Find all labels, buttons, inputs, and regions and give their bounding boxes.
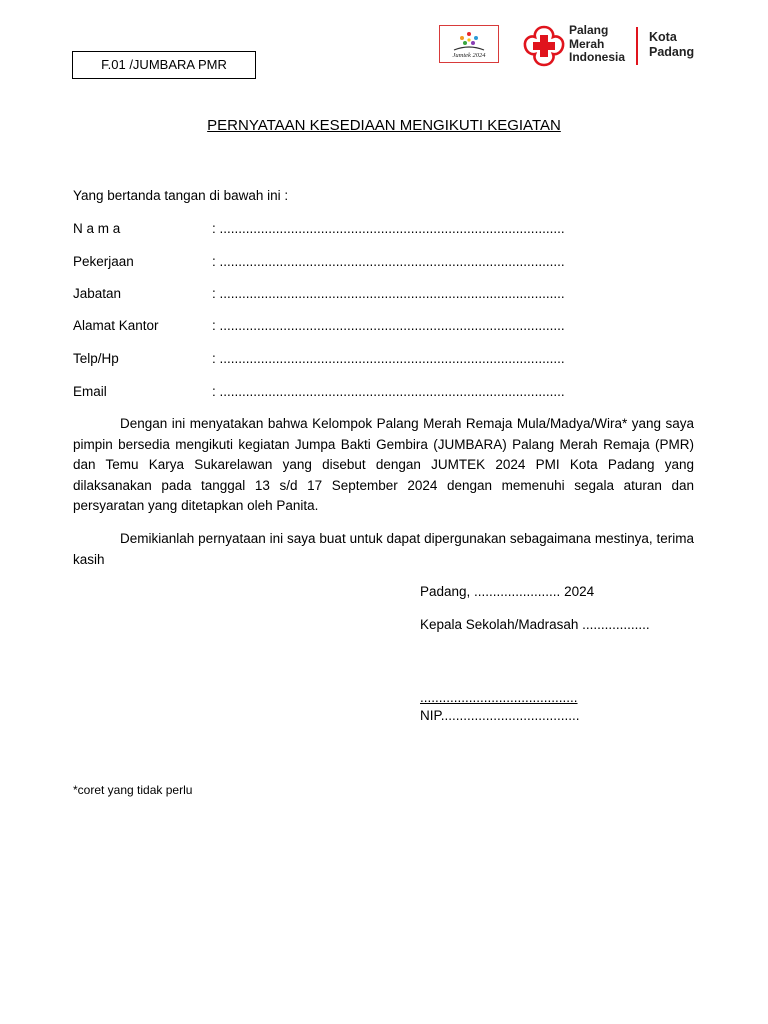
- pmi-divider: [636, 27, 638, 65]
- form-code-box: F.01 /JUMBARA PMR: [72, 51, 256, 79]
- field-value-nama: : ............................................................................................: [212, 221, 565, 236]
- pmi-wordmark: [569, 24, 625, 65]
- field-label-alamat-kantor: Alamat Kantor: [73, 318, 159, 333]
- closing-paragraph: Demikianlah pernyataan ini saya buat untuk dapat dipergunakan sebagaimana mestinya, terima kasih: [73, 531, 694, 567]
- jumtek-logo-text: Jumtek 2024: [452, 52, 486, 59]
- jumtek-emblem-icon: [440, 26, 498, 62]
- field-label-jabatan: Jabatan: [73, 286, 122, 301]
- field-label-nama: N a m a: [73, 221, 121, 236]
- field-value-alamat-kantor: : ............................................................................................: [212, 318, 565, 333]
- document-title: PERNYATAAN KESEDIAAN MENGIKUTI KEGIATAN: [207, 117, 561, 134]
- signature-name-line: ..........................................: [420, 690, 578, 705]
- field-value-email: : ............................................................................................: [212, 384, 565, 399]
- pmi-logo: [522, 24, 722, 68]
- kota-wordmark: [649, 30, 694, 60]
- field-value-pekerjaan: : ............................................................................................: [212, 254, 565, 269]
- field-value-jabatan: : ............................................................................................: [212, 286, 565, 301]
- field-value-telp: : ............................................................................................: [212, 351, 565, 366]
- jumtek-logo: [439, 25, 499, 63]
- field-label-email: Email: [73, 384, 107, 399]
- intro-text: Yang bertanda tangan di bawah ini :: [73, 188, 289, 203]
- pmi-line-1: Palang: [569, 23, 609, 37]
- field-label-pekerjaan: Pekerjaan: [73, 254, 134, 269]
- signature-place-date: Padang, ....................... 2024: [420, 584, 595, 599]
- statement-paragraph: Dengan ini menyatakan bahwa Kelompok Palang Merah Remaja Mula/Madya/Wira* yang saya pimpin bersedia mengikuti kegiatan Jumpa Bakti Gembira (JUMBARA) Palang Merah Remaja (PMR) dan Temu Karya Sukarelawan yang disebut dengan JUMTEK 2024 PMI Kota Padang yang dilaksanakan pada tanggal 13 s/d 17 September 2024 dengan memenuhi segala aturan dan persyaratan yang ditetapkan oleh Panita.: [73, 416, 694, 513]
- pmi-line-3: Indonesia: [569, 50, 626, 64]
- kota-line-2: Padang: [649, 45, 695, 59]
- pmi-line-2: Merah: [569, 36, 605, 51]
- kota-line-1: Kota: [649, 30, 677, 44]
- pmi-flower-cross-icon: [522, 24, 566, 68]
- signature-nip: NIP.....................................: [420, 708, 580, 723]
- field-label-telp: Telp/Hp: [73, 351, 119, 366]
- footnote: *coret yang tidak perlu: [73, 783, 193, 797]
- signature-role: Kepala Sekolah/Madrasah ..................: [420, 617, 650, 632]
